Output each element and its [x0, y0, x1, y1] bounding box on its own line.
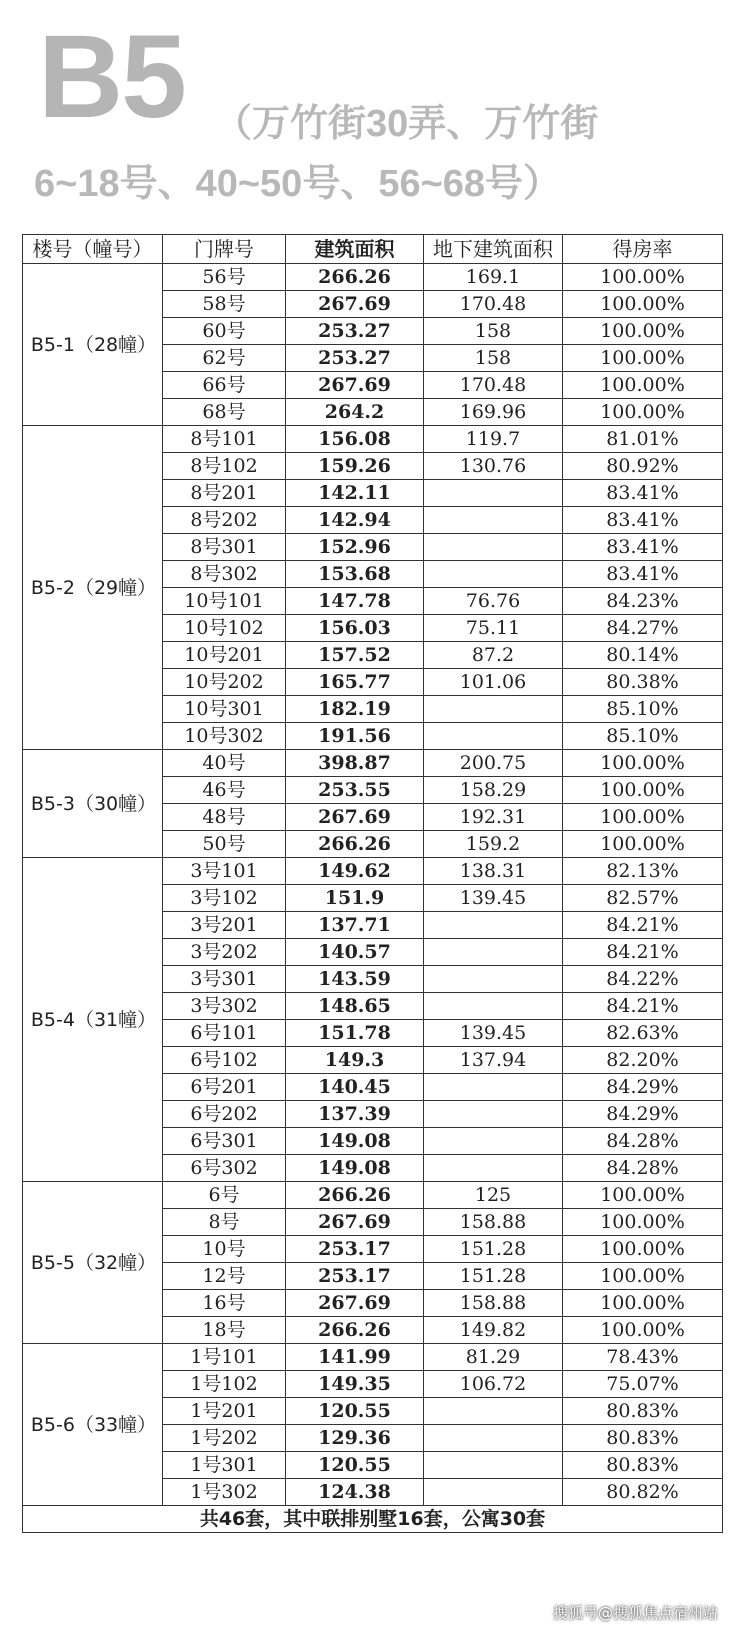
efficiency-rate-cell: 84.22%: [563, 966, 723, 993]
page-title-code: B5: [38, 11, 185, 143]
underground-area-cell: [424, 534, 563, 561]
underground-area-cell: [424, 723, 563, 750]
underground-area-cell: 139.45: [424, 885, 563, 912]
underground-area-cell: 169.1: [424, 264, 563, 291]
floor-area-cell: 266.26: [286, 1317, 424, 1344]
efficiency-rate-cell: 100.00%: [563, 372, 723, 399]
underground-area-cell: 81.29: [424, 1344, 563, 1371]
floor-area-cell: 398.87: [286, 750, 424, 777]
door-number-cell: 10号: [163, 1236, 286, 1263]
efficiency-rate-cell: 100.00%: [563, 318, 723, 345]
underground-area-cell: 158.88: [424, 1209, 563, 1236]
underground-area-cell: 169.96: [424, 399, 563, 426]
underground-area-cell: [424, 912, 563, 939]
door-number-cell: 1号202: [163, 1425, 286, 1452]
floor-area-cell: 253.27: [286, 318, 424, 345]
column-header-underground-area: 地下建筑面积: [424, 235, 563, 264]
efficiency-rate-cell: 83.41%: [563, 507, 723, 534]
efficiency-rate-cell: 84.28%: [563, 1128, 723, 1155]
building-cell: B5-6（33幢）: [23, 1344, 163, 1506]
efficiency-rate-cell: 84.29%: [563, 1101, 723, 1128]
building-cell: B5-1（28幢）: [23, 264, 163, 426]
building-cell: B5-4（31幢）: [23, 858, 163, 1182]
table-body: [23, 264, 723, 1506]
efficiency-rate-cell: 81.01%: [563, 426, 723, 453]
underground-area-cell: 158.88: [424, 1290, 563, 1317]
efficiency-rate-cell: 100.00%: [563, 291, 723, 318]
floor-area-cell: 266.26: [286, 264, 424, 291]
efficiency-rate-cell: 85.10%: [563, 696, 723, 723]
floor-area-cell: 149.08: [286, 1128, 424, 1155]
floor-area-cell: 182.19: [286, 696, 424, 723]
underground-area-cell: [424, 1074, 563, 1101]
door-number-cell: 1号201: [163, 1398, 286, 1425]
door-number-cell: 10号202: [163, 669, 286, 696]
door-number-cell: 58号: [163, 291, 286, 318]
underground-area-cell: [424, 993, 563, 1020]
underground-area-cell: 138.31: [424, 858, 563, 885]
efficiency-rate-cell: 100.00%: [563, 345, 723, 372]
door-number-cell: 8号301: [163, 534, 286, 561]
door-number-cell: 46号: [163, 777, 286, 804]
floor-area-cell: 141.99: [286, 1344, 424, 1371]
address-line-2: 6~18号、40~50号、56~68号）: [34, 163, 562, 205]
underground-area-cell: 200.75: [424, 750, 563, 777]
underground-area-cell: 170.48: [424, 372, 563, 399]
door-number-cell: 1号302: [163, 1479, 286, 1506]
underground-area-cell: [424, 1128, 563, 1155]
efficiency-rate-cell: 85.10%: [563, 723, 723, 750]
door-number-cell: 6号301: [163, 1128, 286, 1155]
door-number-cell: 8号202: [163, 507, 286, 534]
floor-area-cell: 120.55: [286, 1398, 424, 1425]
door-number-cell: 6号201: [163, 1074, 286, 1101]
table-row: [23, 264, 723, 291]
underground-area-cell: 149.82: [424, 1317, 563, 1344]
door-number-cell: 62号: [163, 345, 286, 372]
underground-area-cell: 125: [424, 1182, 563, 1209]
efficiency-rate-cell: 80.14%: [563, 642, 723, 669]
efficiency-rate-cell: 80.83%: [563, 1452, 723, 1479]
efficiency-rate-cell: 84.21%: [563, 939, 723, 966]
efficiency-rate-cell: 80.92%: [563, 453, 723, 480]
door-number-cell: 8号302: [163, 561, 286, 588]
floor-area-cell: 267.69: [286, 291, 424, 318]
efficiency-rate-cell: 84.27%: [563, 615, 723, 642]
underground-area-cell: [424, 1155, 563, 1182]
floor-area-cell: 137.71: [286, 912, 424, 939]
floor-area-cell: 267.69: [286, 372, 424, 399]
efficiency-rate-cell: 100.00%: [563, 1236, 723, 1263]
underground-area-cell: 192.31: [424, 804, 563, 831]
underground-area-cell: [424, 561, 563, 588]
floor-area-cell: 253.17: [286, 1236, 424, 1263]
underground-area-cell: [424, 1101, 563, 1128]
door-number-cell: 12号: [163, 1263, 286, 1290]
efficiency-rate-cell: 83.41%: [563, 561, 723, 588]
floor-area-cell: 253.27: [286, 345, 424, 372]
door-number-cell: 1号301: [163, 1452, 286, 1479]
door-number-cell: 8号101: [163, 426, 286, 453]
floor-area-cell: 129.36: [286, 1425, 424, 1452]
floor-area-cell: 267.69: [286, 804, 424, 831]
door-number-cell: 6号202: [163, 1101, 286, 1128]
underground-area-cell: 159.2: [424, 831, 563, 858]
efficiency-rate-cell: 100.00%: [563, 1209, 723, 1236]
efficiency-rate-cell: 100.00%: [563, 831, 723, 858]
underground-area-cell: 170.48: [424, 291, 563, 318]
underground-area-cell: [424, 939, 563, 966]
door-number-cell: 8号201: [163, 480, 286, 507]
efficiency-rate-cell: 100.00%: [563, 1263, 723, 1290]
underground-area-cell: 101.06: [424, 669, 563, 696]
floor-area-cell: 165.77: [286, 669, 424, 696]
door-number-cell: 8号102: [163, 453, 286, 480]
table-row: [23, 426, 723, 453]
underground-area-cell: 106.72: [424, 1371, 563, 1398]
efficiency-rate-cell: 80.83%: [563, 1425, 723, 1452]
floor-area-cell: 137.39: [286, 1101, 424, 1128]
door-number-cell: 10号102: [163, 615, 286, 642]
floor-area-cell: 120.55: [286, 1452, 424, 1479]
efficiency-rate-cell: 100.00%: [563, 804, 723, 831]
column-header-efficiency-rate: 得房率: [563, 235, 723, 264]
door-number-cell: 40号: [163, 750, 286, 777]
table-row: [23, 858, 723, 885]
efficiency-rate-cell: 100.00%: [563, 777, 723, 804]
column-header-building: 楼号（幢号）: [23, 235, 163, 264]
underground-area-cell: [424, 507, 563, 534]
floor-area-cell: 267.69: [286, 1290, 424, 1317]
efficiency-rate-cell: 100.00%: [563, 750, 723, 777]
underground-area-cell: 75.11: [424, 615, 563, 642]
door-number-cell: 16号: [163, 1290, 286, 1317]
floor-area-cell: 267.69: [286, 1209, 424, 1236]
efficiency-rate-cell: 82.63%: [563, 1020, 723, 1047]
underground-area-cell: 130.76: [424, 453, 563, 480]
table-row: [23, 1344, 723, 1371]
floor-area-cell: 156.03: [286, 615, 424, 642]
door-number-cell: 10号302: [163, 723, 286, 750]
floor-area-cell: 147.78: [286, 588, 424, 615]
efficiency-rate-cell: 80.38%: [563, 669, 723, 696]
building-cell: B5-3（30幢）: [23, 750, 163, 858]
efficiency-rate-cell: 100.00%: [563, 1182, 723, 1209]
floor-area-cell: 156.08: [286, 426, 424, 453]
floor-area-cell: 253.55: [286, 777, 424, 804]
summary-text: 共46套，其中联排别墅16套，公寓30套: [23, 1506, 723, 1533]
underground-area-cell: 158.29: [424, 777, 563, 804]
door-number-cell: 8号: [163, 1209, 286, 1236]
underground-area-cell: [424, 1452, 563, 1479]
door-number-cell: 50号: [163, 831, 286, 858]
door-number-cell: 66号: [163, 372, 286, 399]
underground-area-cell: [424, 1398, 563, 1425]
underground-area-cell: 158: [424, 345, 563, 372]
floor-area-cell: 253.17: [286, 1263, 424, 1290]
floor-area-cell: 124.38: [286, 1479, 424, 1506]
door-number-cell: 1号101: [163, 1344, 286, 1371]
table-header-row: [23, 235, 723, 264]
efficiency-rate-cell: 80.83%: [563, 1398, 723, 1425]
floor-area-cell: 152.96: [286, 534, 424, 561]
efficiency-rate-cell: 100.00%: [563, 264, 723, 291]
efficiency-rate-cell: 84.23%: [563, 588, 723, 615]
floor-area-cell: 142.11: [286, 480, 424, 507]
efficiency-rate-cell: 82.13%: [563, 858, 723, 885]
floor-area-cell: 159.26: [286, 453, 424, 480]
building-cell: B5-5（32幢）: [23, 1182, 163, 1344]
floor-area-cell: 140.45: [286, 1074, 424, 1101]
underground-area-cell: [424, 1425, 563, 1452]
efficiency-rate-cell: 84.28%: [563, 1155, 723, 1182]
table-row: [23, 1182, 723, 1209]
door-number-cell: 3号201: [163, 912, 286, 939]
door-number-cell: 3号202: [163, 939, 286, 966]
floor-area-cell: 149.08: [286, 1155, 424, 1182]
door-number-cell: 10号101: [163, 588, 286, 615]
efficiency-rate-cell: 82.57%: [563, 885, 723, 912]
underground-area-cell: 151.28: [424, 1236, 563, 1263]
floor-area-cell: 149.3: [286, 1047, 424, 1074]
floor-area-cell: 264.2: [286, 399, 424, 426]
efficiency-rate-cell: 80.82%: [563, 1479, 723, 1506]
underground-area-cell: 158: [424, 318, 563, 345]
floor-area-cell: 149.62: [286, 858, 424, 885]
door-number-cell: 6号302: [163, 1155, 286, 1182]
underground-area-cell: [424, 966, 563, 993]
door-number-cell: 10号201: [163, 642, 286, 669]
door-number-cell: 1号102: [163, 1371, 286, 1398]
efficiency-rate-cell: 84.29%: [563, 1074, 723, 1101]
underground-area-cell: 151.28: [424, 1263, 563, 1290]
floor-area-cell: 140.57: [286, 939, 424, 966]
table-row: [23, 750, 723, 777]
floor-area-cell: 149.35: [286, 1371, 424, 1398]
efficiency-rate-cell: 83.41%: [563, 534, 723, 561]
door-number-cell: 3号301: [163, 966, 286, 993]
underground-area-cell: [424, 1479, 563, 1506]
floor-area-cell: 266.26: [286, 831, 424, 858]
door-number-cell: 68号: [163, 399, 286, 426]
unit-area-table: [22, 234, 723, 1533]
underground-area-cell: 87.2: [424, 642, 563, 669]
floor-area-cell: 191.56: [286, 723, 424, 750]
floor-area-cell: 143.59: [286, 966, 424, 993]
efficiency-rate-cell: 78.43%: [563, 1344, 723, 1371]
underground-area-cell: 139.45: [424, 1020, 563, 1047]
efficiency-rate-cell: 84.21%: [563, 993, 723, 1020]
underground-area-cell: 137.94: [424, 1047, 563, 1074]
underground-area-cell: 76.76: [424, 588, 563, 615]
floor-area-cell: 142.94: [286, 507, 424, 534]
door-number-cell: 3号101: [163, 858, 286, 885]
column-header-door-number: 门牌号: [163, 235, 286, 264]
efficiency-rate-cell: 100.00%: [563, 1317, 723, 1344]
address-line-1: （万竹街30弄、万竹街: [214, 103, 599, 145]
floor-area-cell: 148.65: [286, 993, 424, 1020]
efficiency-rate-cell: 75.07%: [563, 1371, 723, 1398]
door-number-cell: 3号102: [163, 885, 286, 912]
floor-area-cell: 266.26: [286, 1182, 424, 1209]
efficiency-rate-cell: 100.00%: [563, 399, 723, 426]
floor-area-cell: 151.9: [286, 885, 424, 912]
efficiency-rate-cell: 83.41%: [563, 480, 723, 507]
door-number-cell: 56号: [163, 264, 286, 291]
watermark: 搜狐号@搜狐焦点宿州站: [552, 1604, 718, 1622]
underground-area-cell: [424, 696, 563, 723]
floor-area-cell: 157.52: [286, 642, 424, 669]
floor-area-cell: 151.78: [286, 1020, 424, 1047]
door-number-cell: 10号301: [163, 696, 286, 723]
table-footer-row: [23, 1506, 723, 1533]
door-number-cell: 3号302: [163, 993, 286, 1020]
efficiency-rate-cell: 100.00%: [563, 1290, 723, 1317]
floor-area-cell: 153.68: [286, 561, 424, 588]
door-number-cell: 48号: [163, 804, 286, 831]
underground-area-cell: 119.7: [424, 426, 563, 453]
door-number-cell: 6号101: [163, 1020, 286, 1047]
door-number-cell: 6号102: [163, 1047, 286, 1074]
door-number-cell: 60号: [163, 318, 286, 345]
efficiency-rate-cell: 82.20%: [563, 1047, 723, 1074]
door-number-cell: 6号: [163, 1182, 286, 1209]
column-header-floor-area: 建筑面积: [286, 235, 424, 264]
building-cell: B5-2（29幢）: [23, 426, 163, 750]
efficiency-rate-cell: 84.21%: [563, 912, 723, 939]
underground-area-cell: [424, 480, 563, 507]
door-number-cell: 18号: [163, 1317, 286, 1344]
